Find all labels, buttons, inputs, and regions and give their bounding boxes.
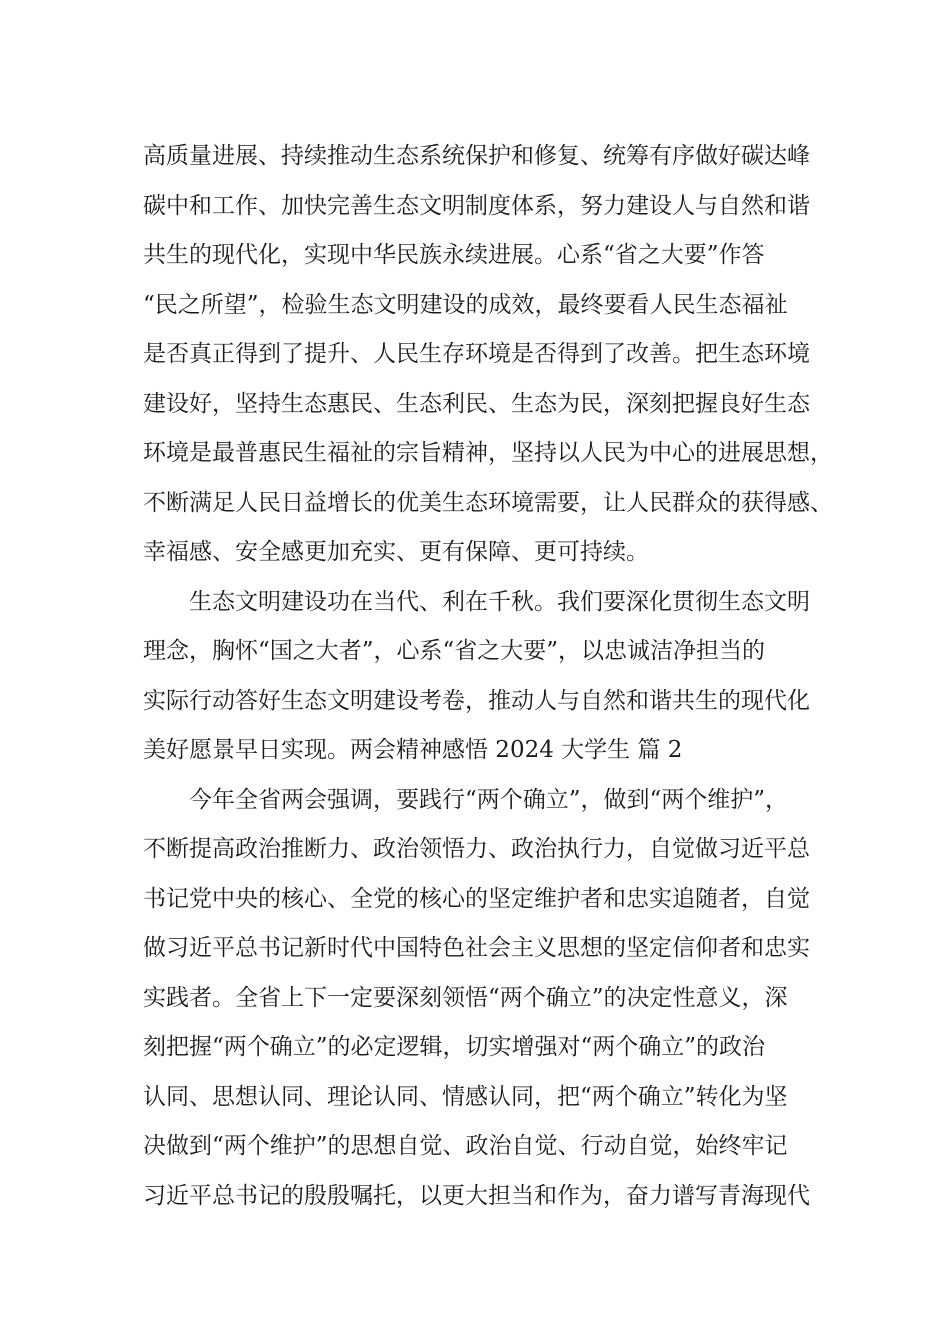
text-line: 碳中和工作、加快完善生态文明制度体系，努力建设人与自然和谐 [143, 192, 810, 219]
text-line: 是否真正得到了提升、人民生存环境是否得到了改善。把生态环境 [143, 341, 810, 367]
text-line: 做习近平总书记新时代中国特色社会主义思想的坚定信仰者和忠实 [143, 935, 810, 961]
text-line: 生态文明建设功在当代、利在千秋。我们要深化贯彻生态文明 [189, 588, 810, 615]
text-line: “民之所望”，检验生态文明建设的成效，最终要看人民生态福祉 [143, 291, 788, 318]
text-line: 认同、思想认同、理论认同、情感认同，把“两个确立”转化为坚 [143, 1083, 788, 1110]
text-line: 实际行动答好生态文明建设考卷，推动人与自然和谐共生的现代化 [143, 687, 810, 714]
text-line: 理念，胸怀“国之大者”，心系“省之大要”，以忠诚洁净担当的 [143, 638, 766, 664]
paragraph-3 [143, 776, 833, 1222]
text-line: 书记党中央的核心、全党的核心的坚定维护者和忠实追随者，自觉 [143, 885, 810, 912]
paragraph-1 [143, 132, 833, 578]
text-line: 高质量进展、持续推动生态系统保护和修复、统筹有序做好碳达峰 [143, 143, 810, 169]
text-line: 刻把握“两个确立”的必定逻辑，切实增强对“两个确立”的政治 [143, 1034, 766, 1060]
text-line: 共生的现代化，实现中华民族永续进展。心系“省之大要”作答 [143, 242, 765, 268]
text-line: 幸福感、安全感更加充实、更有保障、更可持续。 [143, 539, 649, 565]
text-line: 不断满足人民日益增长的优美生态环境需要，让人民群众的获得感、 [143, 489, 833, 516]
text-line: 习近平总书记的殷殷嘱托，以更大担当和作为，奋力谱写青海现代 [143, 1182, 810, 1209]
text-line: 实践者。全省上下一定要深刻领悟“两个确立”的决定性意义，深 [143, 984, 788, 1011]
paragraph-2 [143, 578, 833, 776]
text-line: 美好愿景早日实现。两会精神感悟 2024 大学生 篇 2 [143, 737, 683, 763]
text-line: 不断提高政治推断力、政治领悟力、政治执行力，自觉做习近平总 [143, 836, 810, 862]
text-line: 决做到“两个维护”的思想自觉、政治自觉、行动自觉，始终牢记 [143, 1133, 788, 1159]
text-line: 环境是最普惠民生福祉的宗旨精神，坚持以人民为中心的进展思想， [143, 440, 833, 466]
document-body [143, 132, 833, 1221]
text-line: 今年全省两会强调，要践行“两个确立”，做到“两个维护”， [189, 786, 789, 813]
text-line: 建设好，坚持生态惠民、生态利民、生态为民，深刻把握良好生态 [143, 390, 810, 417]
